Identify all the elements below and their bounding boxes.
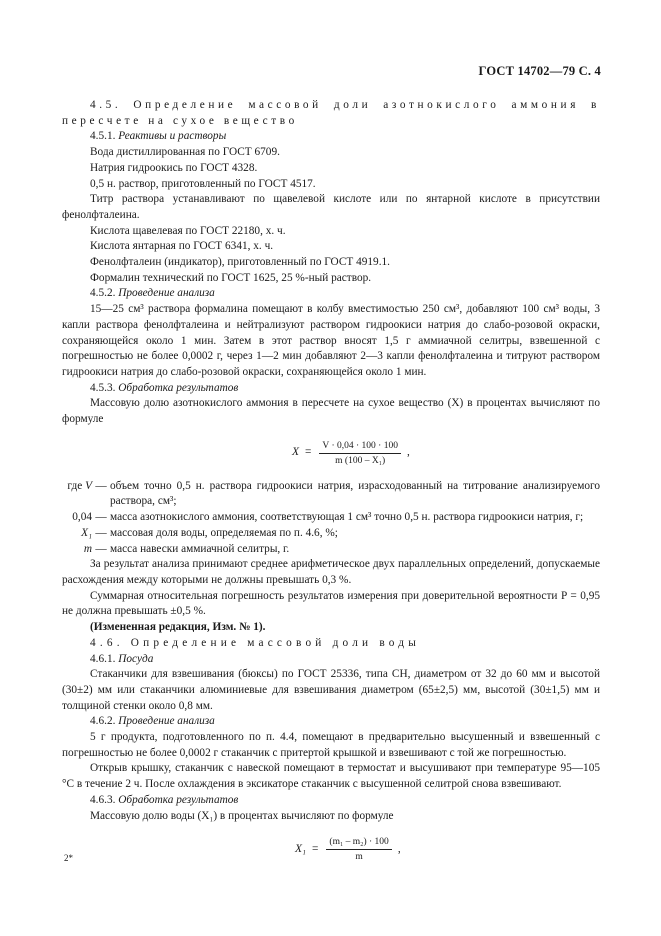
legend-dash: —	[95, 479, 107, 492]
section-number: 4.5.2.	[90, 287, 116, 300]
section-4-5-heading: 4.5. Определение массовой доли азотнокислого аммония в пересчете на сухое вещество	[62, 99, 600, 127]
reagent-line: Натрия гидроокись по ГОСТ 4328.	[90, 161, 258, 174]
reagent-line: Кислота янтарная по ГОСТ 6341, х. ч.	[90, 240, 274, 253]
formula-fraction	[326, 836, 391, 863]
legend-text: массовая доля воды, определяемая по п. 4.6, %;	[110, 526, 338, 539]
legend-text: объем точно 0,5 н. раствора гидроокиси натрия, израсходованный на титрование анализируемого раствора, см³;	[110, 479, 600, 508]
legend-symbol: X₁	[81, 526, 92, 539]
glassware-paragraph: Стаканчики для взвешивания (бюксы) по ГОСТ 25336, типа СН, диаметром от 32 до 60 мм и высотой (30±2) мм или стаканчики алюминиевые для взвешивания диаметром (65±2,5) мм, высотой (30±1,5) мм и толщиной стенки около 0,8 мм.	[62, 668, 600, 712]
legend-row	[62, 510, 600, 526]
legend-text: масса азотнокислого аммония, соответствующая 1 см³ точно 0,5 н. раствора гидроокиси натрия, г;	[110, 511, 584, 524]
section-4-5-3-heading	[62, 381, 600, 397]
legend-symbol: 0,04	[72, 511, 92, 524]
result-intro: Массовую долю азотнокислого аммония в пересчете на сухое вещество (X) в процентах вычисляют по формуле	[62, 397, 600, 426]
reagent-line: Кислота щавелевая по ГОСТ 22180, х. ч.	[90, 224, 286, 237]
analysis-paragraph: 15—25 см³ раствора формалина помещают в колбу вместимостью 250 см³, добавляют 100 см³ воды, 3 капли раствора фенолфталеина и нейтрализуют раствором гидроокиси натрия до слабо-розовой окраски, сохраняющейся около 1 мин. Затем в этот раствор вносят 1,5 г аммиачной селитры, взвешенной с погрешностью не более 0,0002 г, через 1—2 мин добавляют 2—3 капли фенолфталеина и титруют раствором гидроокиси натрия до слабо-розовой окраски, сохраняющейся около 1 мин.	[62, 303, 600, 378]
formula-fraction	[319, 440, 401, 467]
section-number: 4.6.3.	[90, 793, 116, 806]
legend-dash: —	[95, 511, 107, 524]
result-paragraph: Суммарная относительная погрешность результатов измерения при доверительной вероятности P = 0,95 не должна превышать ±0,5 %.	[62, 589, 600, 618]
legend-dash: —	[95, 542, 107, 555]
formula-legend	[62, 479, 600, 558]
section-number: 4.6.2.	[90, 715, 116, 728]
formula-comma: ,	[397, 842, 401, 855]
section-title: Реактивы и растворы	[118, 130, 227, 143]
formula-numerator: (m₁ – m₂) · 100	[326, 836, 391, 850]
reagent-line: 0,5 н. раствор, приготовленный по ГОСТ 4517.	[90, 177, 316, 190]
legend-dash: —	[95, 526, 107, 539]
reagent-line: Формалин технический по ГОСТ 1625, 25 %-ный раствор.	[90, 271, 372, 284]
reagent-line: Вода дистиллированная по ГОСТ 6709.	[90, 146, 280, 159]
section-4-5-2-heading	[62, 286, 600, 302]
section-4-5-1-heading	[62, 129, 600, 145]
section-title: Посуда	[118, 652, 154, 665]
formula-ammonium-nitrate	[62, 434, 600, 474]
page-header: ГОСТ 14702—79 С. 4	[478, 64, 601, 78]
legend-row	[62, 526, 600, 542]
legend-row	[62, 479, 600, 510]
formula-comma: ,	[406, 446, 410, 459]
formula-denominator: m	[355, 852, 363, 863]
formula-equals: =	[305, 446, 312, 459]
reagent-line: Фенолфталеин (индикатор), приготовленный по ГОСТ 4919.1.	[90, 256, 391, 269]
water-analysis-paragraph: Открыв крышку, стаканчик с навеской помещают в термостат и высушивают при температуре 95—105 °С в течение 2 ч. После охлаждения в эксикаторе стаканчик с высушенной селитрой снова взвешивают.	[62, 762, 600, 791]
section-4-6-2-heading	[62, 714, 600, 730]
section-title: Обработка результатов	[118, 793, 239, 806]
page-content	[62, 98, 600, 872]
where-label: где	[67, 479, 83, 492]
section-4-6-3-heading	[62, 793, 600, 809]
section-title: Проведение анализа	[118, 715, 215, 728]
formula-numerator: V · 0,04 · 100 · 100	[319, 440, 401, 454]
formula-equals: =	[312, 842, 319, 855]
result-paragraph: За результат анализа принимают среднее арифметическое двух параллельных определений, допускаемые расхождения между которыми не должны превышать 0,3 %.	[62, 558, 600, 586]
formula-lhs: X₁	[295, 842, 307, 855]
formula-denominator: m (100 – X₁)	[335, 455, 386, 466]
formula-lhs: X	[292, 446, 300, 459]
section-4-6-heading: 4.6. Определение массовой доли воды	[90, 636, 421, 649]
water-analysis-paragraph: 5 г продукта, подготовленного по п. 4.4, помещают в предварительно высушенный и взвешенный с погрешностью не более 0,0002 г стаканчик с притертой крышкой и взвешивают с той же погрешностью.	[62, 731, 600, 759]
section-number: 4.6.1.	[90, 652, 116, 665]
reagent-line: Титр раствора устанавливают по щавелевой кислоте или по янтарной кислоте в присутствии фенолфталеина.	[62, 193, 600, 221]
legend-symbol: где V	[67, 479, 92, 492]
legend-symbol: m	[83, 542, 92, 555]
section-4-6-1-heading	[62, 652, 600, 668]
section-title: Проведение анализа	[118, 287, 215, 300]
water-result-intro: Массовую долю воды (X₁) в процентах вычисляют по формуле	[90, 809, 394, 822]
legend-text: масса навески аммиачной селитры, г.	[110, 542, 290, 555]
legend-row	[62, 542, 600, 558]
section-number: 4.5.1.	[90, 130, 116, 143]
formula-water	[62, 832, 600, 872]
amendment-note: (Измененная редакция, Изм. № 1).	[90, 621, 266, 634]
section-title: Обработка результатов	[118, 381, 239, 394]
signature-mark: 2*	[64, 853, 73, 863]
section-number: 4.5.3.	[90, 381, 116, 394]
